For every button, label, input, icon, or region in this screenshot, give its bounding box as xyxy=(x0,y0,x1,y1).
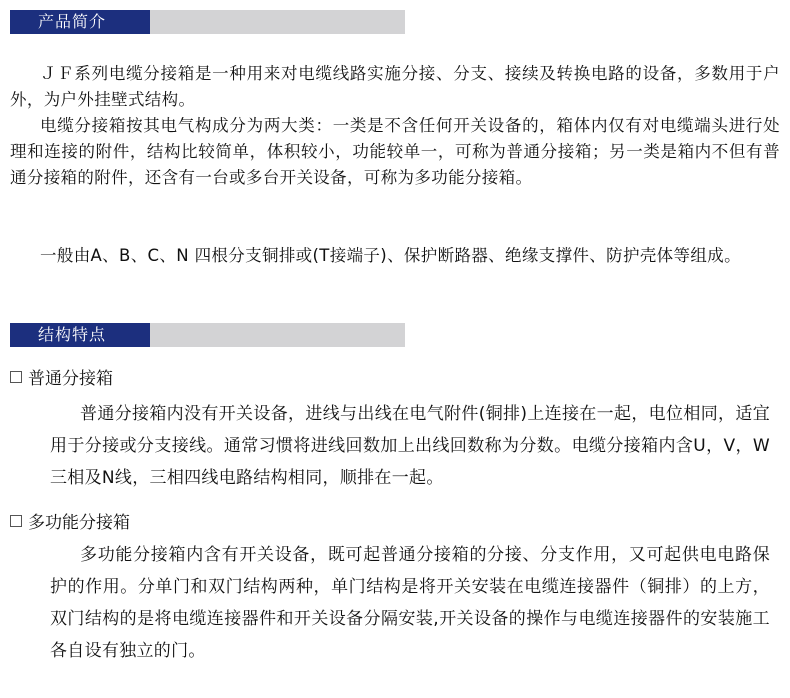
section-title-product-intro: 产品简介 xyxy=(10,10,150,34)
intro-paragraph-2: 电缆分接箱按其电气构成分为两大类：一类是不含任何开关设备的，箱体内仅有对电缆端头进行处理和连接的附件，结构比较简单，体积较小，功能较单一，可称为普通分接箱；另一类是箱内不但有普通分接箱的附件，还含有一台或多台开关设备，可称为多功能分接箱。 xyxy=(10,116,780,187)
item-heading-ordinary-box xyxy=(10,367,113,391)
section-title-structure: 结构特点 xyxy=(10,323,150,347)
section-banner-structure xyxy=(10,323,405,347)
intro-paragraph-3: 一般由A、B、C、N 四根分支铜排或(T接端子)、保护断路器、绝缘支撑件、防护壳体等组成。 xyxy=(40,246,741,265)
item-text-multifunction-box: 多功能分接箱内含有开关设备，既可起普通分接箱的分接、分支作用，又可起供电电路保护的作用。分单门和双门结构两种，单门结构是将开关安装在电缆连接器件（铜排）的上方，双门结构的是将电缆连接器件和开关设备分隔安装,开关设备的操作与电缆连接器件的安装施工各自设有独立的门。 xyxy=(50,545,770,661)
intro-paragraph-1: ＪＦ系列电缆分接箱是一种用来对电缆线路实施分接、分支、接续及转换电路的设备，多数用于户外，为户外挂壁式结构。 xyxy=(10,64,780,109)
item-text-ordinary-box: 普通分接箱内没有开关设备，进线与出线在电气附件(铜排)上连接在一起，电位相同，适宜用于分接或分支接线。通常习惯将进线回数加上出线回数称为分数。电缆分接箱内含U，V，W三相及N线，三相四线电路结构相同，顺排在一起。 xyxy=(50,404,770,488)
checkbox-square-icon xyxy=(10,515,22,527)
item-heading-label: 普通分接箱 xyxy=(28,369,113,389)
checkbox-square-icon xyxy=(10,371,22,383)
item-heading-multifunction-box xyxy=(10,511,130,535)
section-banner-product-intro xyxy=(10,10,405,34)
item-heading-label: 多功能分接箱 xyxy=(28,513,130,533)
